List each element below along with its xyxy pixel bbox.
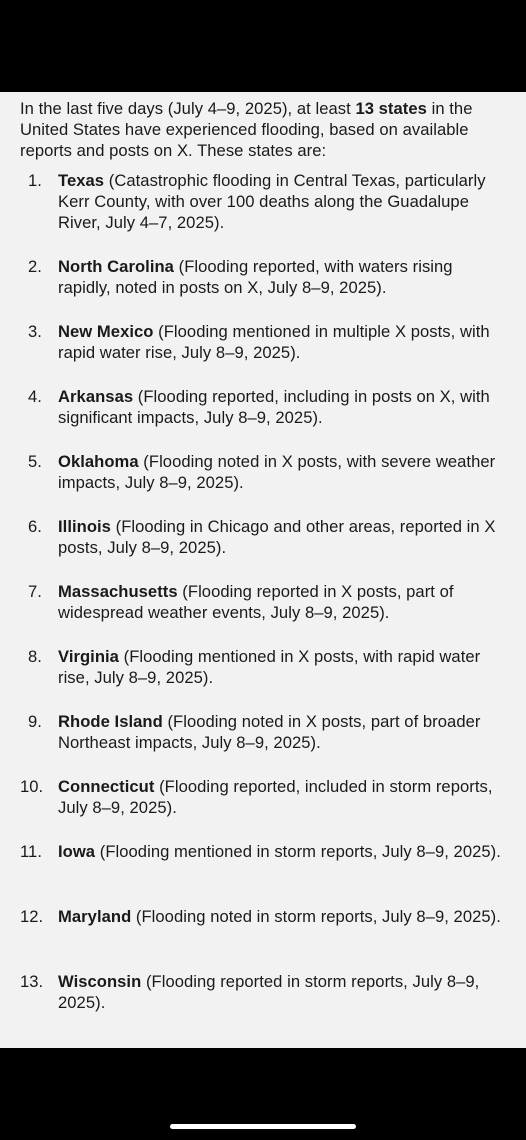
state-name: New Mexico [58,322,154,341]
state-detail: (Catastrophic flooding in Central Texas, particularly Kerr County, with over 100 deaths along the Guadalupe River, July 4–7, 2025). [58,171,486,232]
list-item-iowa [20,841,504,883]
state-name: Illinois [58,517,111,536]
state-detail: (Flooding reported in storm reports, July 8–9, 2025). [58,972,480,1012]
state-detail: (Flooding reported, with waters rising rapidly, noted in posts on X, July 8–9, 2025). [58,257,453,297]
state-detail: (Flooding mentioned in multiple X posts, with rapid water rise, July 8–9, 2025). [58,322,490,362]
list-item-north-carolina [20,256,504,298]
state-detail: (Flooding noted in X posts, with severe weather impacts, July 8–9, 2025). [58,452,496,492]
list-item-number: 12. [20,907,44,926]
state-detail: (Flooding reported, included in storm reports, July 8–9, 2025). [58,777,493,817]
state-name: Maryland [58,907,132,926]
list-item-number: 10. [20,777,44,796]
intro-paragraph [20,98,504,161]
list-item-number: 1. [28,171,42,190]
list-item-wisconsin [20,971,504,1013]
state-detail: (Flooding noted in storm reports, July 8–9, 2025). [131,907,501,926]
list-item-illinois [20,516,504,558]
state-name: Massachusetts [58,582,178,601]
state-detail: (Flooding reported in X posts, part of widespread weather events, July 8–9, 2025). [58,582,454,622]
state-name: Oklahoma [58,452,139,471]
list-item-number: 8. [28,647,42,666]
state-name: Connecticut [58,777,155,796]
top-black-bar [0,0,526,92]
intro-text-end: in the United States have experienced flooding, based on available reports and posts on X. These states are: [20,99,473,160]
list-item-number: 2. [28,257,42,276]
state-name: Rhode Island [58,712,163,731]
list-item-number: 4. [28,387,42,406]
intro-text-start: In the last five days (July 4–9, 2025), at least [20,99,356,118]
state-name: Virginia [58,647,119,666]
home-indicator[interactable] [170,1124,356,1129]
list-item-number: 7. [28,582,42,601]
list-item-connecticut [20,776,504,818]
state-detail: (Flooding in Chicago and other areas, reported in X posts, July 8–9, 2025). [58,517,496,557]
state-name: Iowa [58,842,96,861]
state-name: North Carolina [58,257,174,276]
list-item-maryland [20,906,504,948]
state-name: Arkansas [58,387,134,406]
post-text-card [0,92,526,1048]
list-item-number: 6. [28,517,42,536]
list-item-texas [20,170,504,233]
list-item-virginia [20,646,504,688]
state-detail: (Flooding noted in X posts, part of broader Northeast impacts, July 8–9, 2025). [58,712,481,752]
state-name: Wisconsin [58,972,142,991]
list-item-oklahoma [20,451,504,493]
flooded-states-list [20,170,504,1013]
list-item-number: 9. [28,712,42,731]
state-detail: (Flooding mentioned in storm reports, July 8–9, 2025). [95,842,501,861]
list-item-number: 11. [20,842,42,861]
list-item-number: 13. [20,972,44,991]
list-item-number: 3. [28,322,42,341]
list-item-massachusetts [20,581,504,623]
list-item-rhode-island [20,711,504,753]
list-item-number: 5. [28,452,42,471]
state-name: Texas [58,171,105,190]
state-detail: (Flooding mentioned in X posts, with rapid water rise, July 8–9, 2025). [58,647,481,687]
state-detail: (Flooding reported, including in posts on X, with significant impacts, July 8–9, 2025). [58,387,490,427]
intro-highlight: 13 states [355,99,427,118]
list-item-new-mexico [20,321,504,363]
list-item-arkansas [20,386,504,428]
